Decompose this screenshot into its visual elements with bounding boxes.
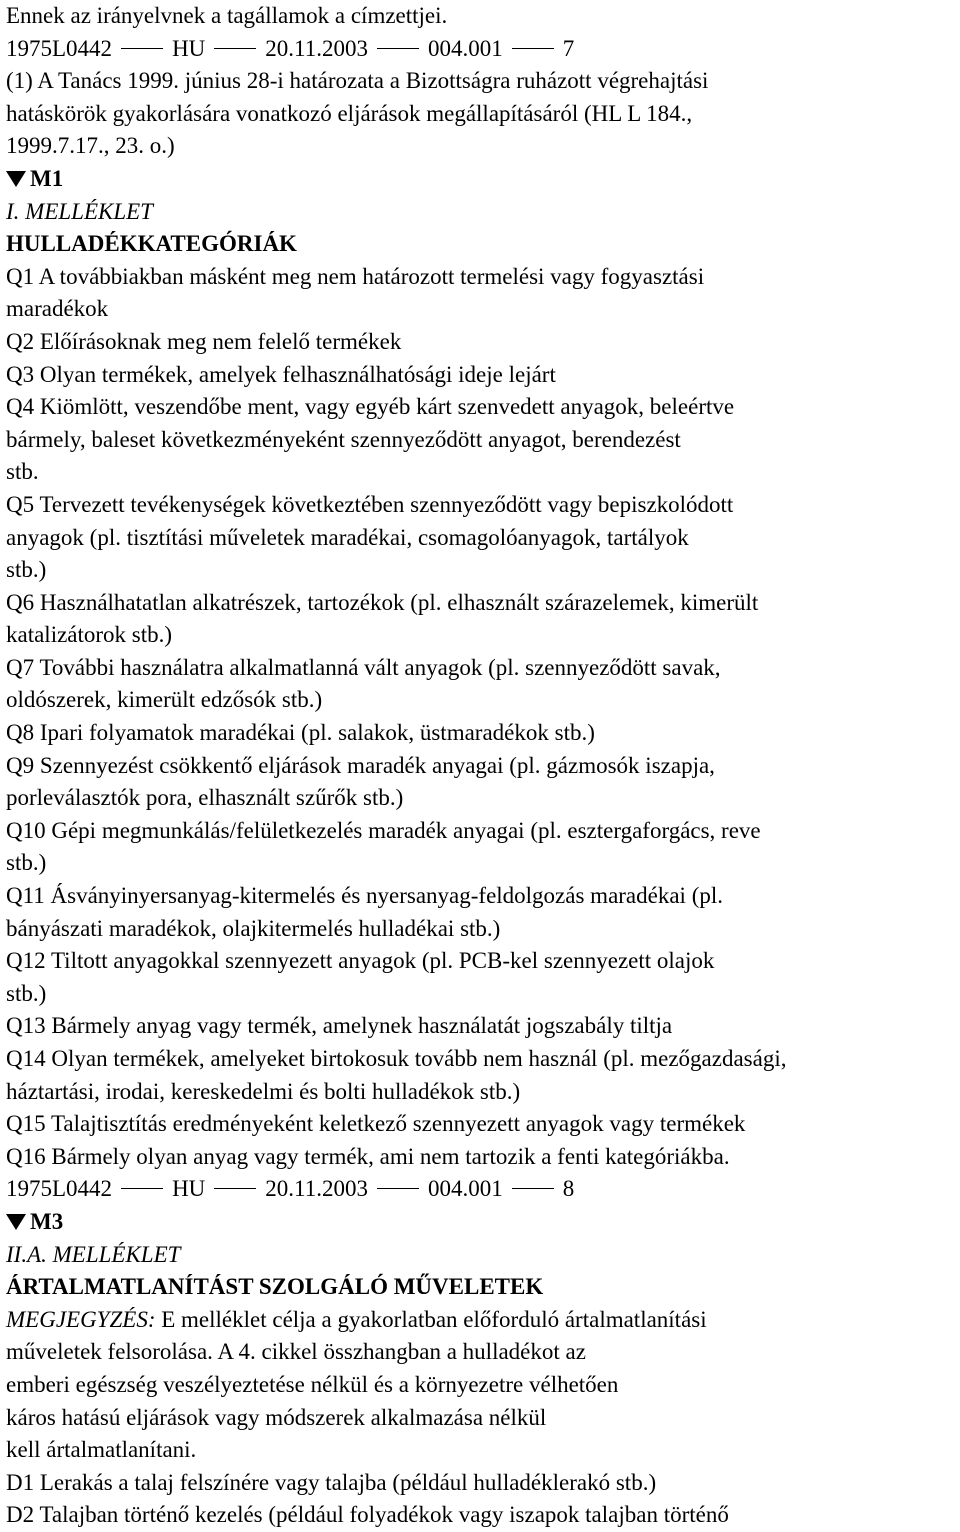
ref-date: 20.11.2003 bbox=[265, 35, 368, 61]
category-line: stb.) bbox=[6, 850, 47, 876]
dash-separator bbox=[377, 1188, 419, 1189]
ref-lang: HU bbox=[172, 35, 206, 61]
category-line: Q2 Előírásoknak meg nem felelő termékek bbox=[6, 328, 402, 354]
category-line: Q3 Olyan termékek, amelyek felhasználhatósági ideje lejárt bbox=[6, 361, 556, 387]
page-reference-7 bbox=[6, 33, 956, 66]
footnote-line: (1) A Tanács 1999. június 28-i határozata a Bizottságra ruházott végrehajtási bbox=[6, 68, 709, 94]
category-line: Q4 Kiömlött, veszendőbe ment, vagy egyéb kárt szenvedett anyagok, beleértve bbox=[6, 394, 735, 420]
note-line bbox=[6, 1304, 956, 1337]
category-line: maradékok bbox=[6, 296, 109, 322]
category-line: porleválasztók pora, elhasznált szűrők stb.) bbox=[6, 785, 404, 811]
note-line: műveletek felsorolása. A 4. cikkel összhangban a hulladékot az bbox=[6, 1339, 586, 1365]
category-line: stb.) bbox=[6, 980, 47, 1006]
dash-separator bbox=[121, 48, 163, 49]
dash-separator bbox=[512, 48, 554, 49]
footnote-line: 1999.7.17., 23. o.) bbox=[6, 133, 175, 159]
category-line: bármely, baleset következményeként szennyeződött anyagot, berendezést bbox=[6, 426, 681, 452]
category-line: Q16 Bármely olyan anyag vagy termék, ami nem tartozik a fenti kategóriákba. bbox=[6, 1143, 730, 1169]
dash-separator bbox=[214, 1188, 256, 1189]
ref-date: 20.11.2003 bbox=[265, 1176, 368, 1202]
note-line: kell ártalmatlanítani. bbox=[6, 1437, 197, 1463]
note-text: E melléklet célja a gyakorlatban előforduló ártalmatlanítási bbox=[155, 1306, 707, 1332]
ref-code: 1975L0442 bbox=[6, 1176, 113, 1202]
category-line: Q10 Gépi megmunkálás/felületkezelés maradék anyagai (pl. esztergaforgács, reve bbox=[6, 817, 761, 843]
triangle-down-icon bbox=[6, 1214, 26, 1230]
ref-version: 004.001 bbox=[427, 1176, 503, 1202]
category-line: Q13 Bármely anyag vagy termék, amelynek használatát jogszabály tiltja bbox=[6, 1013, 673, 1039]
category-line: stb.) bbox=[6, 557, 47, 583]
note-line: emberi egészség veszélyeztetése nélkül és a környezetre vélhetően bbox=[6, 1371, 619, 1397]
category-line: Q9 Szennyezést csökkentő eljárások maradék anyagai (pl. gázmosók iszapja, bbox=[6, 752, 715, 778]
category-line: Q1 A továbbiakban másként meg nem határozott termelési vagy fogyasztási bbox=[6, 263, 705, 289]
addressees-line: Ennek az irányelvnek a tagállamok a címzettjei. bbox=[6, 3, 448, 28]
operation-line: D1 Lerakás a talaj felszínére vagy talajba (például hulladéklerakó stb.) bbox=[6, 1469, 657, 1495]
annex-title: ÁRTALMATLANÍTÁST SZOLGÁLÓ MŰVELETEK bbox=[6, 1274, 544, 1300]
footnote-line: hatáskörök gyakorlására vonatkozó eljárások megállapításáról (HL L 184., bbox=[6, 100, 693, 126]
marker-label: M3 bbox=[30, 1208, 64, 1234]
amendment-marker-m1 bbox=[6, 163, 956, 196]
amendment-marker-m3 bbox=[6, 1206, 956, 1239]
category-line: Q5 Tervezett tevékenységek következtében szennyeződött vagy bepiszkolódott bbox=[6, 491, 734, 517]
category-line: bányászati maradékok, olajkitermelés hulladékai stb.) bbox=[6, 915, 501, 941]
category-line: katalizátorok stb.) bbox=[6, 622, 173, 648]
annex-heading: II.A. MELLÉKLET bbox=[6, 1241, 181, 1267]
category-line: Q15 Talajtisztítás eredményeként keletkező szennyezett anyagok vagy termékek bbox=[6, 1111, 746, 1137]
annex-heading: I. MELLÉKLET bbox=[6, 198, 153, 224]
note-label: MEGJEGYZÉS: bbox=[6, 1306, 156, 1332]
ref-version: 004.001 bbox=[427, 35, 503, 61]
ref-code: 1975L0442 bbox=[6, 35, 113, 61]
category-line: anyagok (pl. tisztítási műveletek maradékai, csomagolóanyagok, tartályok bbox=[6, 524, 689, 550]
category-line: Q14 Olyan termékek, amelyeket birtokosuk tovább nem használ (pl. mezőgazdasági, bbox=[6, 1046, 787, 1071]
page-reference-8 bbox=[6, 1173, 956, 1206]
ref-lang: HU bbox=[172, 1176, 206, 1202]
category-line: stb. bbox=[6, 459, 39, 485]
dash-separator bbox=[214, 48, 256, 49]
ref-page: 7 bbox=[562, 35, 575, 61]
ref-page: 8 bbox=[562, 1176, 575, 1202]
dash-separator bbox=[377, 48, 419, 49]
dash-separator bbox=[512, 1188, 554, 1189]
category-line: Q12 Tiltott anyagokkal szennyezett anyagok (pl. PCB-kel szennyezett olajok bbox=[6, 948, 715, 974]
operation-line: D2 Talajban történő kezelés (például folyadékok vagy iszapok talajban történő bbox=[6, 1502, 729, 1528]
category-line: Q11 Ásványinyersanyag-kitermelés és nyersanyag-feldolgozás maradékai (pl. bbox=[6, 883, 723, 909]
dash-separator bbox=[121, 1188, 163, 1189]
category-line: Q6 Használhatatlan alkatrészek, tartozékok (pl. elhasznált szárazelemek, kimerült bbox=[6, 589, 759, 615]
category-line: Q7 További használatra alkalmatlanná vált anyagok (pl. szennyeződött savak, bbox=[6, 654, 721, 680]
note-line: káros hatású eljárások vagy módszerek alkalmazása nélkül bbox=[6, 1404, 547, 1430]
category-line: háztartási, irodai, kereskedelmi és bolti hulladékok stb.) bbox=[6, 1078, 521, 1104]
marker-label: M1 bbox=[30, 165, 64, 191]
triangle-down-icon bbox=[6, 171, 26, 187]
category-line: oldószerek, kimerült edzősók stb.) bbox=[6, 687, 323, 713]
category-line: Q8 Ipari folyamatok maradékai (pl. salakok, üstmaradékok stb.) bbox=[6, 720, 595, 746]
document-page bbox=[6, 0, 956, 1532]
annex-title: HULLADÉKKATEGÓRIÁK bbox=[6, 231, 297, 257]
